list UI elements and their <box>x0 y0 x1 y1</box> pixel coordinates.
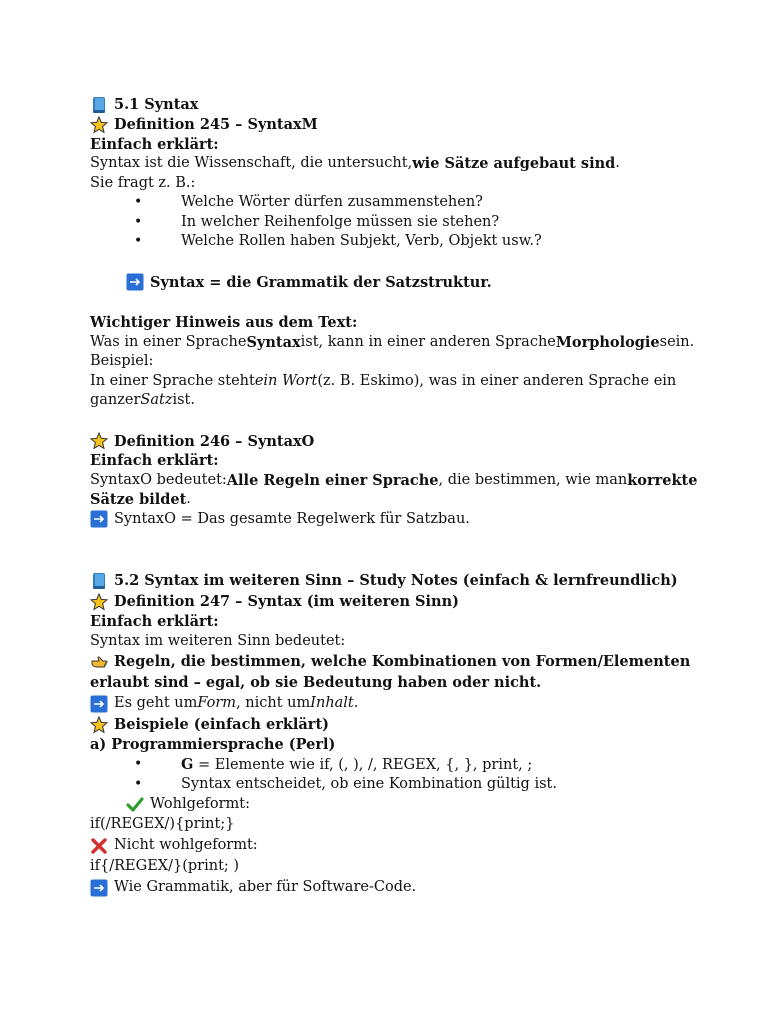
examples-heading: Beispiele (einfach erklärt) <box>90 714 690 735</box>
section-title: 5.2 Syntax im weiteren Sinn – Study Notes (einfach & lernfreundlich) <box>114 571 678 589</box>
book-icon <box>90 96 108 114</box>
document-page <box>90 94 698 898</box>
section-title: 5.1 Syntax <box>114 95 199 113</box>
right-arrow-icon <box>90 695 108 713</box>
subheading-perl: a) Programmiersprache (Perl) <box>90 736 336 753</box>
star-icon <box>90 593 108 611</box>
code-example: if{/REGEX/}(print; ) <box>90 857 240 874</box>
einfach-label: Einfach erklärt: <box>90 452 219 469</box>
star-icon <box>90 116 108 134</box>
paragraph: ganzer Satz ist. <box>90 392 195 408</box>
check-mark-icon <box>126 795 144 813</box>
definition-247: Definition 247 – Syntax (im weiteren Sinn) <box>90 591 690 612</box>
paragraph: Syntax ist die Wissenschaft, die untersucht, wie Sätze aufgebaut sind . <box>90 155 620 172</box>
paragraph: SyntaxO bedeutet: Alle Regeln einer Sprache , die bestimmen, wie man korrekte <box>90 471 698 489</box>
star-icon <box>90 716 108 734</box>
list-item: • G = Elemente wie if, (, ), /, REGEX, {, }, print, ; <box>90 755 690 776</box>
rule-line: Regeln, die bestimmen, welche Kombinationen von Formen/Elementen <box>90 651 690 672</box>
einfach-label: Einfach erklärt: <box>90 613 219 630</box>
list-item: • Welche Wörter dürfen zusammenstehen? <box>90 193 690 213</box>
paragraph: Sie fragt z. B.: <box>90 174 196 191</box>
book-icon <box>90 572 108 590</box>
list-item: • Welche Rollen haben Subjekt, Verb, Objekt usw.? <box>90 232 690 252</box>
cross-mark-icon <box>90 837 108 855</box>
paragraph: Beispiel: <box>90 353 154 369</box>
paragraph: Sätze bildet . <box>90 491 191 508</box>
not-wellformed-label: Nicht wohlgeformt: <box>90 835 690 856</box>
rule-line: erlaubt sind – egal, ob sie Bedeutung haben oder nicht. <box>90 673 542 691</box>
list-item: • Syntax entscheidet, ob eine Kombination gültig ist. <box>90 775 690 795</box>
einfach-label: Einfach erklärt: <box>90 135 219 153</box>
paragraph: Syntax im weiteren Sinn bedeutet: <box>90 632 346 649</box>
section-heading-5-1 <box>90 94 690 115</box>
definition-245: Definition 245 – SyntaxM <box>90 115 690 135</box>
summary-line: Syntax = die Grammatik der Satzstruktur. <box>90 273 690 293</box>
paragraph: Was in einer Sprache Syntax ist, kann in einer anderen Sprache Morphologie sein. <box>90 333 695 351</box>
star-icon <box>90 432 108 450</box>
right-arrow-icon <box>90 510 108 528</box>
summary-line: Es geht um Form , nicht um Inhalt . <box>90 693 690 714</box>
pointing-hand-icon <box>90 653 108 671</box>
hint-title: Wichtiger Hinweis aus dem Text: <box>90 314 358 331</box>
code-example: if(/REGEX/){print;} <box>90 815 235 832</box>
list-item: • In welcher Reihenfolge müssen sie stehen? <box>90 213 690 233</box>
summary-line: Wie Grammatik, aber für Software-Code. <box>90 877 690 898</box>
paragraph: In einer Sprache steht ein Wort (z. B. Eskimo), was in einer anderen Sprache ein <box>90 372 677 389</box>
right-arrow-icon <box>126 273 144 291</box>
right-arrow-icon <box>90 879 108 897</box>
wellformed-label: Wohlgeformt: <box>90 795 690 815</box>
summary-line: SyntaxO = Das gesamte Regelwerk für Satzbau. <box>90 510 690 530</box>
definition-246: Definition 246 – SyntaxO <box>90 432 690 452</box>
section-heading-5-2 <box>90 570 690 591</box>
